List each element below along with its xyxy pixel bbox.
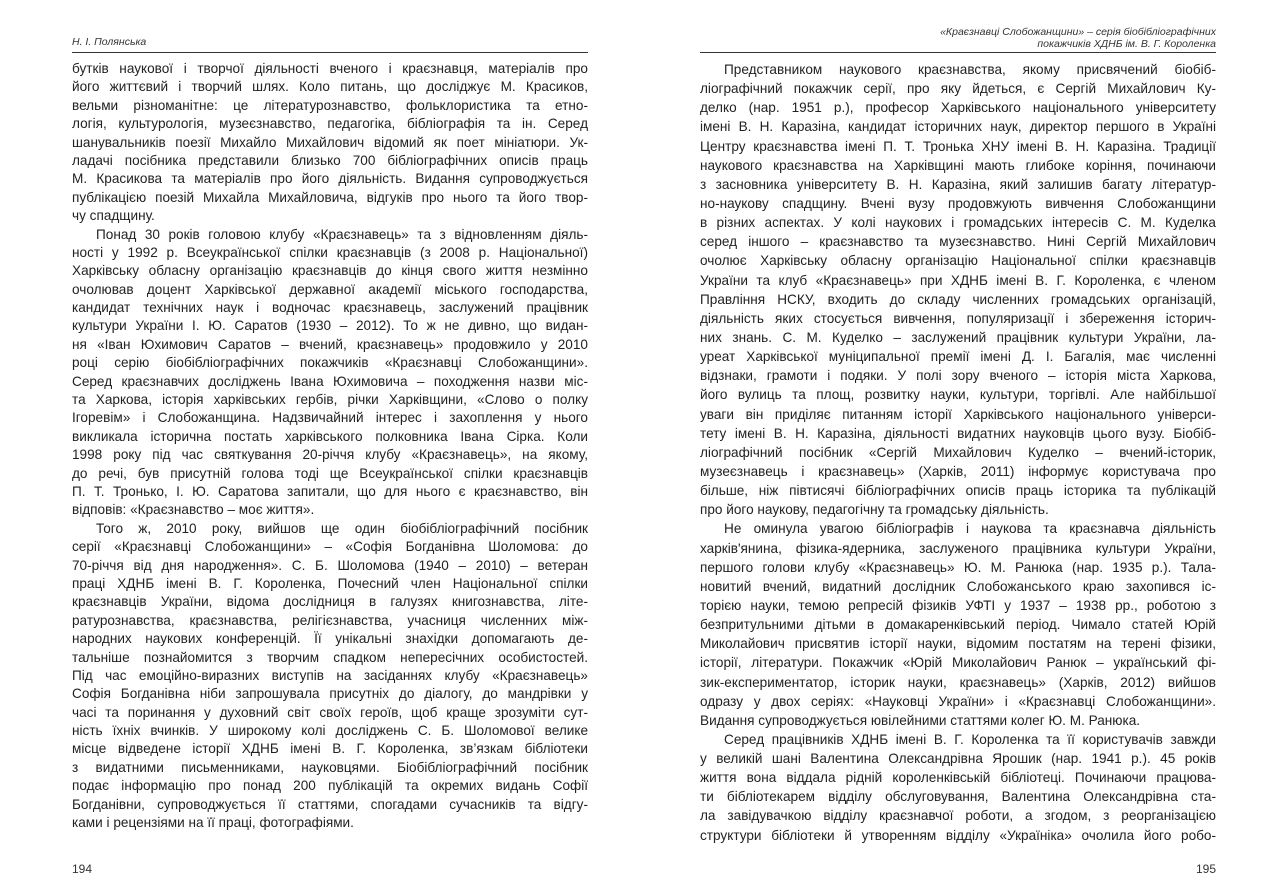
text-line: ліографічний посібник «Сергій Михайлович Куделко – вчений-історик, (700, 444, 1216, 460)
text-line: публікацією поезій Михайла Михайловича, відгуків про нього та його твор- (72, 189, 588, 205)
text-line: ності у 1992 р. Всеукраїнської спілки краєзнавців (з 2008 р. Національної) (72, 244, 588, 260)
text-line: діяльність яких стосується вивчення, популяризації і збереження історич- (700, 310, 1216, 326)
paragraph (72, 520, 588, 833)
text-line: у великій шані Валентина Олександрівна Ярошик (нар. 1941 р.). 45 років (700, 751, 1216, 767)
text-line: М. Красикова та матеріалів про його діяльність. Видання супроводжується (72, 171, 588, 187)
text-line: Представником наукового краєзнавства, якому присвячений біобіб- (724, 62, 1216, 77)
page-number: 195 (1195, 862, 1216, 876)
text-line: краєзнавців України, відома дослідниця в галузях книгознавства, літе- (72, 594, 588, 610)
text-line: році серію біобібліографічних покажчиків «Краєзнавці Слобожанщини». (72, 355, 588, 371)
text-line: відповів: «Краєзнавство – моє життя». (72, 502, 315, 518)
text-line: в різних аспектах. У колі наукових і громадських інтересів С. М. Куделка (700, 215, 1216, 231)
text-line: очолював доцент Харківської державної академії міського господарства, (72, 281, 588, 297)
text-line: викликала історична постать харківського полковника Івана Сірка. Коли (72, 428, 588, 444)
right-page (700, 0, 1216, 896)
left-page (72, 0, 588, 896)
text-line: подає інформацію про понад 200 публікацій та окремих видань Софії (72, 778, 588, 794)
text-line: но-наукову спадщину. Вчені вузу продовжують вивчення Слобожанщини (700, 195, 1216, 211)
text-line: ність їхніх вчинків. У широкому колі досліджень С. Б. Шоломової велике (72, 723, 588, 739)
text-line: шанувальників поезії Михайло Михайлович відомий як поет мініатюри. Ук- (72, 134, 588, 150)
text-line: історії, літератури. Покажчик «Юрій Миколайович Ранюк – український фі- (700, 655, 1216, 671)
text-line: відзнаки, грамоти і подяки. У полі зору вченого – історія міста Харкова, (700, 368, 1216, 384)
text-line: часі та поринання у духовний світ своїх героїв, щоб краще зрозуміти сут- (72, 704, 588, 720)
text-line: Під час емоційно-виразних виступів на засіданнях клубу «Краєзнавець» (72, 667, 588, 683)
text-line: його життєвий і творчий шлях. Коло питань, що досліджує М. Красиков, (72, 79, 588, 95)
text-line: Харківську обласну організацію краєзнавців до кінця свого життя незмінно (72, 263, 588, 279)
paragraph (700, 519, 1216, 730)
page-number: 194 (72, 862, 93, 876)
text-line: ками і рецензіями на її праці, фотографіями. (72, 815, 354, 831)
text-line: ня «Іван Юхимович Саратов – вчений, краєзнавець» продовжило у 2010 (72, 336, 588, 352)
text-line: та Харкова, історія харківських гербів, річки Харківщини, «Слово о полку (72, 392, 588, 408)
text-line: більше, ніж півтисячі бібліографічних описів праць історика та публікацій (700, 483, 1216, 499)
text-line: імені В. Н. Каразіна, кандидат історичних наук, директор першого в Україні (700, 119, 1216, 135)
text-line: торією науки, темою репресій фізиків УФТІ у 1937 – 1938 рр., роботою з (700, 597, 1216, 613)
text-line: ла завідувачкою відділу краєзнавчої роботи, а згодом, з реорганізацією (700, 808, 1216, 824)
text-line: першого голови клубу «Краєзнавець» Ю. М. Ранюка (нар. 1935 р.). Тала- (700, 559, 1216, 575)
text-line: Софія Богданівна ніби запрошувала присутніх до діалогу, до мандрівки у (72, 686, 588, 702)
text-line: ліографічний покажчик серії, про яку йдеться, є Сергій Михайлович Ку- (700, 81, 1216, 97)
text-line: одразу у двох серіях: «Науковці України» і «Краєзнавці Слобожанщини». (700, 693, 1216, 709)
text-line: серії «Краєзнавці Слобожанщини» – «Софія Богданівна Шоломова: до (72, 539, 588, 555)
running-head-author: Н. І. Полянська (72, 36, 147, 48)
text-line: новитий вчений, видатний дослідник Слобожанського краю захопився іс- (700, 578, 1216, 594)
text-line: Миколайович присвятив історії науки, відомим постатям на терені фізики, (700, 636, 1216, 652)
text-line: Не оминула увагою бібліографів і наукова та краєзнавча діяльність (724, 521, 1216, 537)
text-line: Того ж, 2010 року, вийшов ще один біобібліографічний посібник (96, 520, 588, 536)
text-line: тальніше познайомится з творчим спадком непересічних особистостей. (72, 649, 588, 665)
text-line: Богданівни, супроводжується її статтями, спогадами сучасників та відгу- (72, 796, 588, 812)
text-line: про його наукову, педагогічну та громадську діяльність. (700, 502, 1049, 518)
text-line: чу спадщину. (72, 208, 155, 224)
text-line: наукового краєзнавства на Харківщині мають глибоке коріння, починаючи (700, 157, 1216, 173)
paragraph (700, 730, 1216, 845)
text-line: уваги він приділяє питанням історії Харківського національного універси- (700, 406, 1216, 422)
text-line: Центру краєзнавства імені П. Т. Тронька ХНУ імені В. Н. Каразіна. Традиції (700, 138, 1216, 154)
left-page-body (72, 60, 588, 832)
text-line: структури бібліотеки й утворенням відділу «Україніка» очолила його робо- (700, 827, 1216, 843)
text-line: вельми різноманітне: це літературознавство, фольклористика та етно- (72, 97, 588, 113)
header-rule (700, 52, 1216, 53)
running-head-line: покажчиків ХДНБ ім. В. Г. Короленка (1037, 38, 1216, 50)
text-line: логія, культурологія, музеєзнавство, педагогіка, бібліографія та ін. Серед (72, 116, 588, 132)
header-rule (72, 52, 588, 53)
text-line: ладачі посібника представили близько 700 бібліографічних описів праць (72, 152, 588, 168)
text-line: України та клуб «Краєзнавець» при ХДНБ імені В. Г. Короленка, є членом (700, 272, 1216, 288)
text-line: 1998 року під час святкування 20-річчя клубу «Краєзнавець», на якому, (72, 447, 588, 463)
text-line: кандидат технічних наук і водночас краєзнавець, заслужений працівник (72, 300, 588, 316)
text-line: Ігоревім» і Слобожанщина. Надзвичайний інтерес і захоплення у нього (72, 410, 588, 426)
text-line: культури України І. Ю. Саратов (1930 – 2012). То ж не дивно, що видан- (72, 318, 588, 334)
text-line: ти бібліотекарем відділу обслуговування, Валентина Олександрівна ста- (700, 789, 1216, 805)
paragraph (700, 60, 1216, 519)
text-line: них знань. С. М. Куделко – заслужений працівник культури України, ла- (700, 329, 1216, 345)
text-line: безпритульними дітьми в домакаренківський період. Чимало статей Юрій (700, 617, 1216, 633)
text-line: місце відведене історії ХДНБ імені В. Г. Короленка, зв’язкам бібліотеки (72, 741, 588, 757)
text-line: до речі, був присутній голова тоді ще Всеукраїнської спілки краєзнавців (72, 465, 588, 481)
text-line: тету імені В. Н. Каразіна, діяльності видатних науковців цього вузу. Біобіб- (700, 425, 1216, 441)
right-page-body (700, 60, 1216, 845)
paragraph (72, 60, 588, 226)
running-head-line: «Краєзнавці Слобожанщини» – серія біобібліографічних (940, 26, 1216, 38)
text-line: Видання супроводжується ювілейними статтями колег Ю. М. Ранюка. (700, 712, 1141, 728)
text-line: харків'янина, фізика-ядерника, заслуженого працівника культури України, (700, 540, 1216, 556)
running-head-title (700, 26, 1216, 50)
text-line: Правління НСКУ, входить до складу численних громадських організацій, (700, 291, 1216, 307)
text-line: з засновника університету В. Н. Каразіна, який залишив багату літератур- (700, 176, 1216, 192)
text-line: делко (нар. 1951 р.), професор Харківського національного університету (700, 100, 1216, 116)
text-line: його вулиць та площ, розвитку науки, культури, торгівлі. Але найбільшої (700, 387, 1216, 403)
text-line: Серед краєзнавчих досліджень Івана Юхимовича – походження назви міс- (72, 373, 588, 389)
text-line: 70-річчя від дня народження». С. Б. Шоломова (1940 – 2010) – ветеран (72, 557, 588, 573)
text-line: уреат Харківської муніципальної премії імені Д. І. Багалія, має численні (700, 349, 1216, 365)
text-line: очолює Харківську обласну організацію Національної спілки краєзнавців (700, 253, 1216, 269)
text-line: праці ХДНБ імені В. Г. Короленка, Почесний член Національної спілки (72, 575, 588, 591)
text-line: музеєзнавець і краєзнавець» (Харків, 2011) інформує користувача про (700, 463, 1216, 479)
text-line: життя вона віддала рідній короленківській бібліотеці. Починаючи працюва- (700, 770, 1216, 786)
text-line: П. Т. Тронько, І. Ю. Саратова запитали, що для нього є краєзнавство, він (72, 483, 588, 499)
text-line: серед іншого – краєзнавство та музеєзнавство. Нині Сергій Михайлович (700, 234, 1216, 250)
text-line: зик-експериментатор, історик науки, краєзнавець» (Харків, 2012) вийшов (700, 674, 1216, 690)
paragraph (72, 226, 588, 520)
text-line: з видатними письменниками, науковцями. Біобібліографічний посібник (72, 759, 588, 775)
text-line: ратурознавства, краєзнавства, релігієзнавства, учасниця численних між- (72, 612, 588, 628)
text-line: Понад 30 років головою клубу «Краєзнавець» та з відновленням діяль- (96, 226, 588, 242)
text-line: Серед працівників ХДНБ імені В. Г. Короленка та її користувачів завжди (724, 731, 1216, 747)
text-line: народних наукових конференцій. Її унікальні знахідки допомагають де- (72, 631, 588, 647)
text-line: бутків наукової і творчої діяльності вченого і краєзнавця, матеріалів про (72, 61, 588, 76)
